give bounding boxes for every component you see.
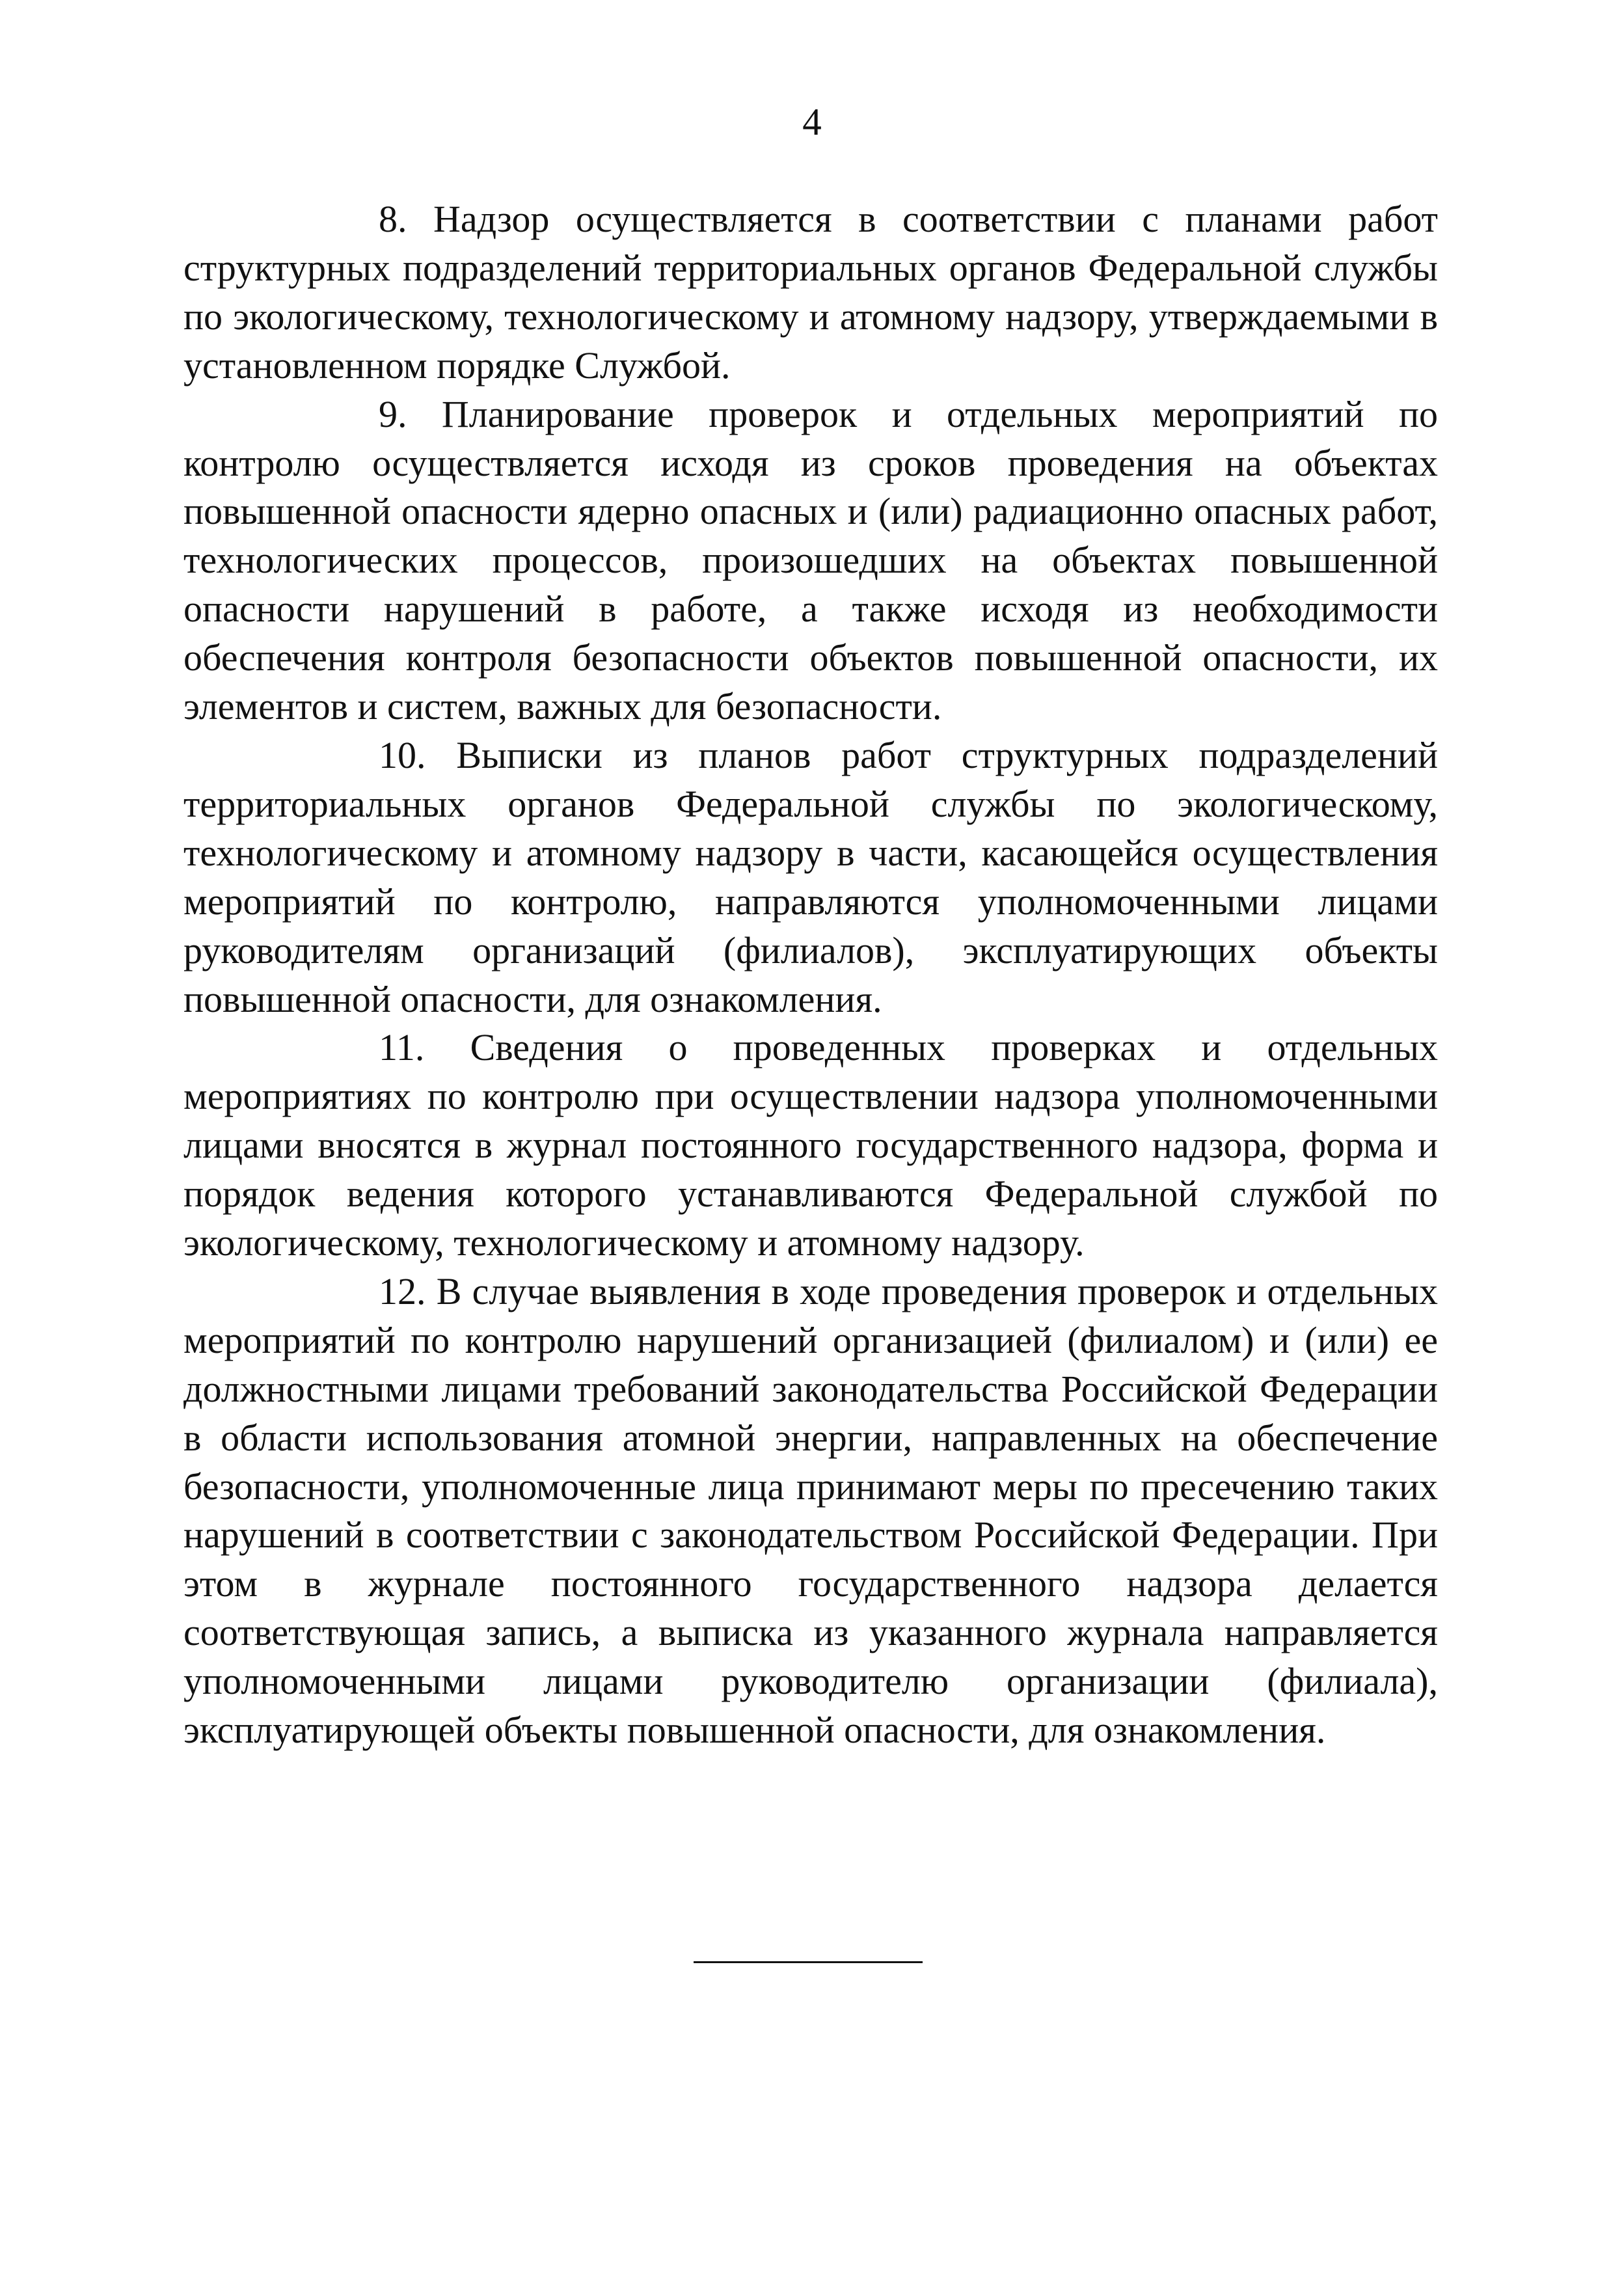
paragraph-11 [183, 1024, 1438, 1268]
paragraph-number: 11. [379, 1026, 425, 1069]
paragraph-number: 9. [379, 392, 407, 435]
paragraph-text: В случае выявления в ходе проведения проверок и отдельных мероприятий по контролю нарушений организацией (филиалом) и (или) ее должностными лицами требований законодательства Российской Федерации в области использования атомной энергии, направленных на обеспечение безопасности, уполномоченные лица принимают меры по пресечению таких нарушений в соответствии с законодательством Российской Федерации. При этом в журнале постоянного государственного надзора делается соответствующая запись, а выписка из указанного журнала направляется уполномоченными лицами руководителю организации (филиала), эксплуатирующей объекты повышенной опасности, для ознакомления. [183, 1270, 1438, 1752]
paragraph-12 [183, 1268, 1438, 1755]
end-separator-line [694, 1961, 923, 1963]
paragraph-number: 8. [379, 198, 407, 240]
paragraph-10 [183, 731, 1438, 1024]
paragraph-text: Надзор осуществляется в соответствии с планами работ структурных подразделений территориальных органов Федеральной службы по экологическому, технологическому и атомному надзору, утверждаемыми в установленном порядке Службой. [183, 198, 1439, 387]
paragraph-9 [183, 390, 1438, 731]
document-body [183, 195, 1438, 1755]
paragraph-text: Выписки из планов работ структурных подразделений территориальных органов Федеральной службы по экологическому, технологическому и атомному надзору в части, касающейся осуществления мероприятий по контролю, направляются уполномоченными лицами руководителям организаций (филиалов), эксплуатирующих объекты повышенной опасности, для ознакомления. [183, 733, 1438, 1020]
page-number: 4 [802, 100, 822, 143]
paragraph-text: Сведения о проведенных проверках и отдельных мероприятиях по контролю при осуществлении надзора уполномоченными лицами вносятся в журнал постоянного государственного надзора, форма и порядок ведения которого устанавливаются Федеральной службой по экологическому, технологическому и атомному надзору. [183, 1026, 1439, 1264]
paragraph-number: 12. [379, 1270, 426, 1312]
paragraph-text: Планирование проверок и отдельных мероприятий по контролю осуществляется исходя из сроков проведения на объектах повышенной опасности ядерно опасных и (или) радиационно опасных работ, технологических процессов, произошедших на объектах повышенной опасности нарушений в работе, а также исходя из необходимости обеспечения контроля безопасности объектов повышенной опасности, их элементов и систем, важных для безопасности. [183, 392, 1438, 728]
paragraph-8 [183, 195, 1438, 390]
paragraph-number: 10. [379, 733, 426, 776]
